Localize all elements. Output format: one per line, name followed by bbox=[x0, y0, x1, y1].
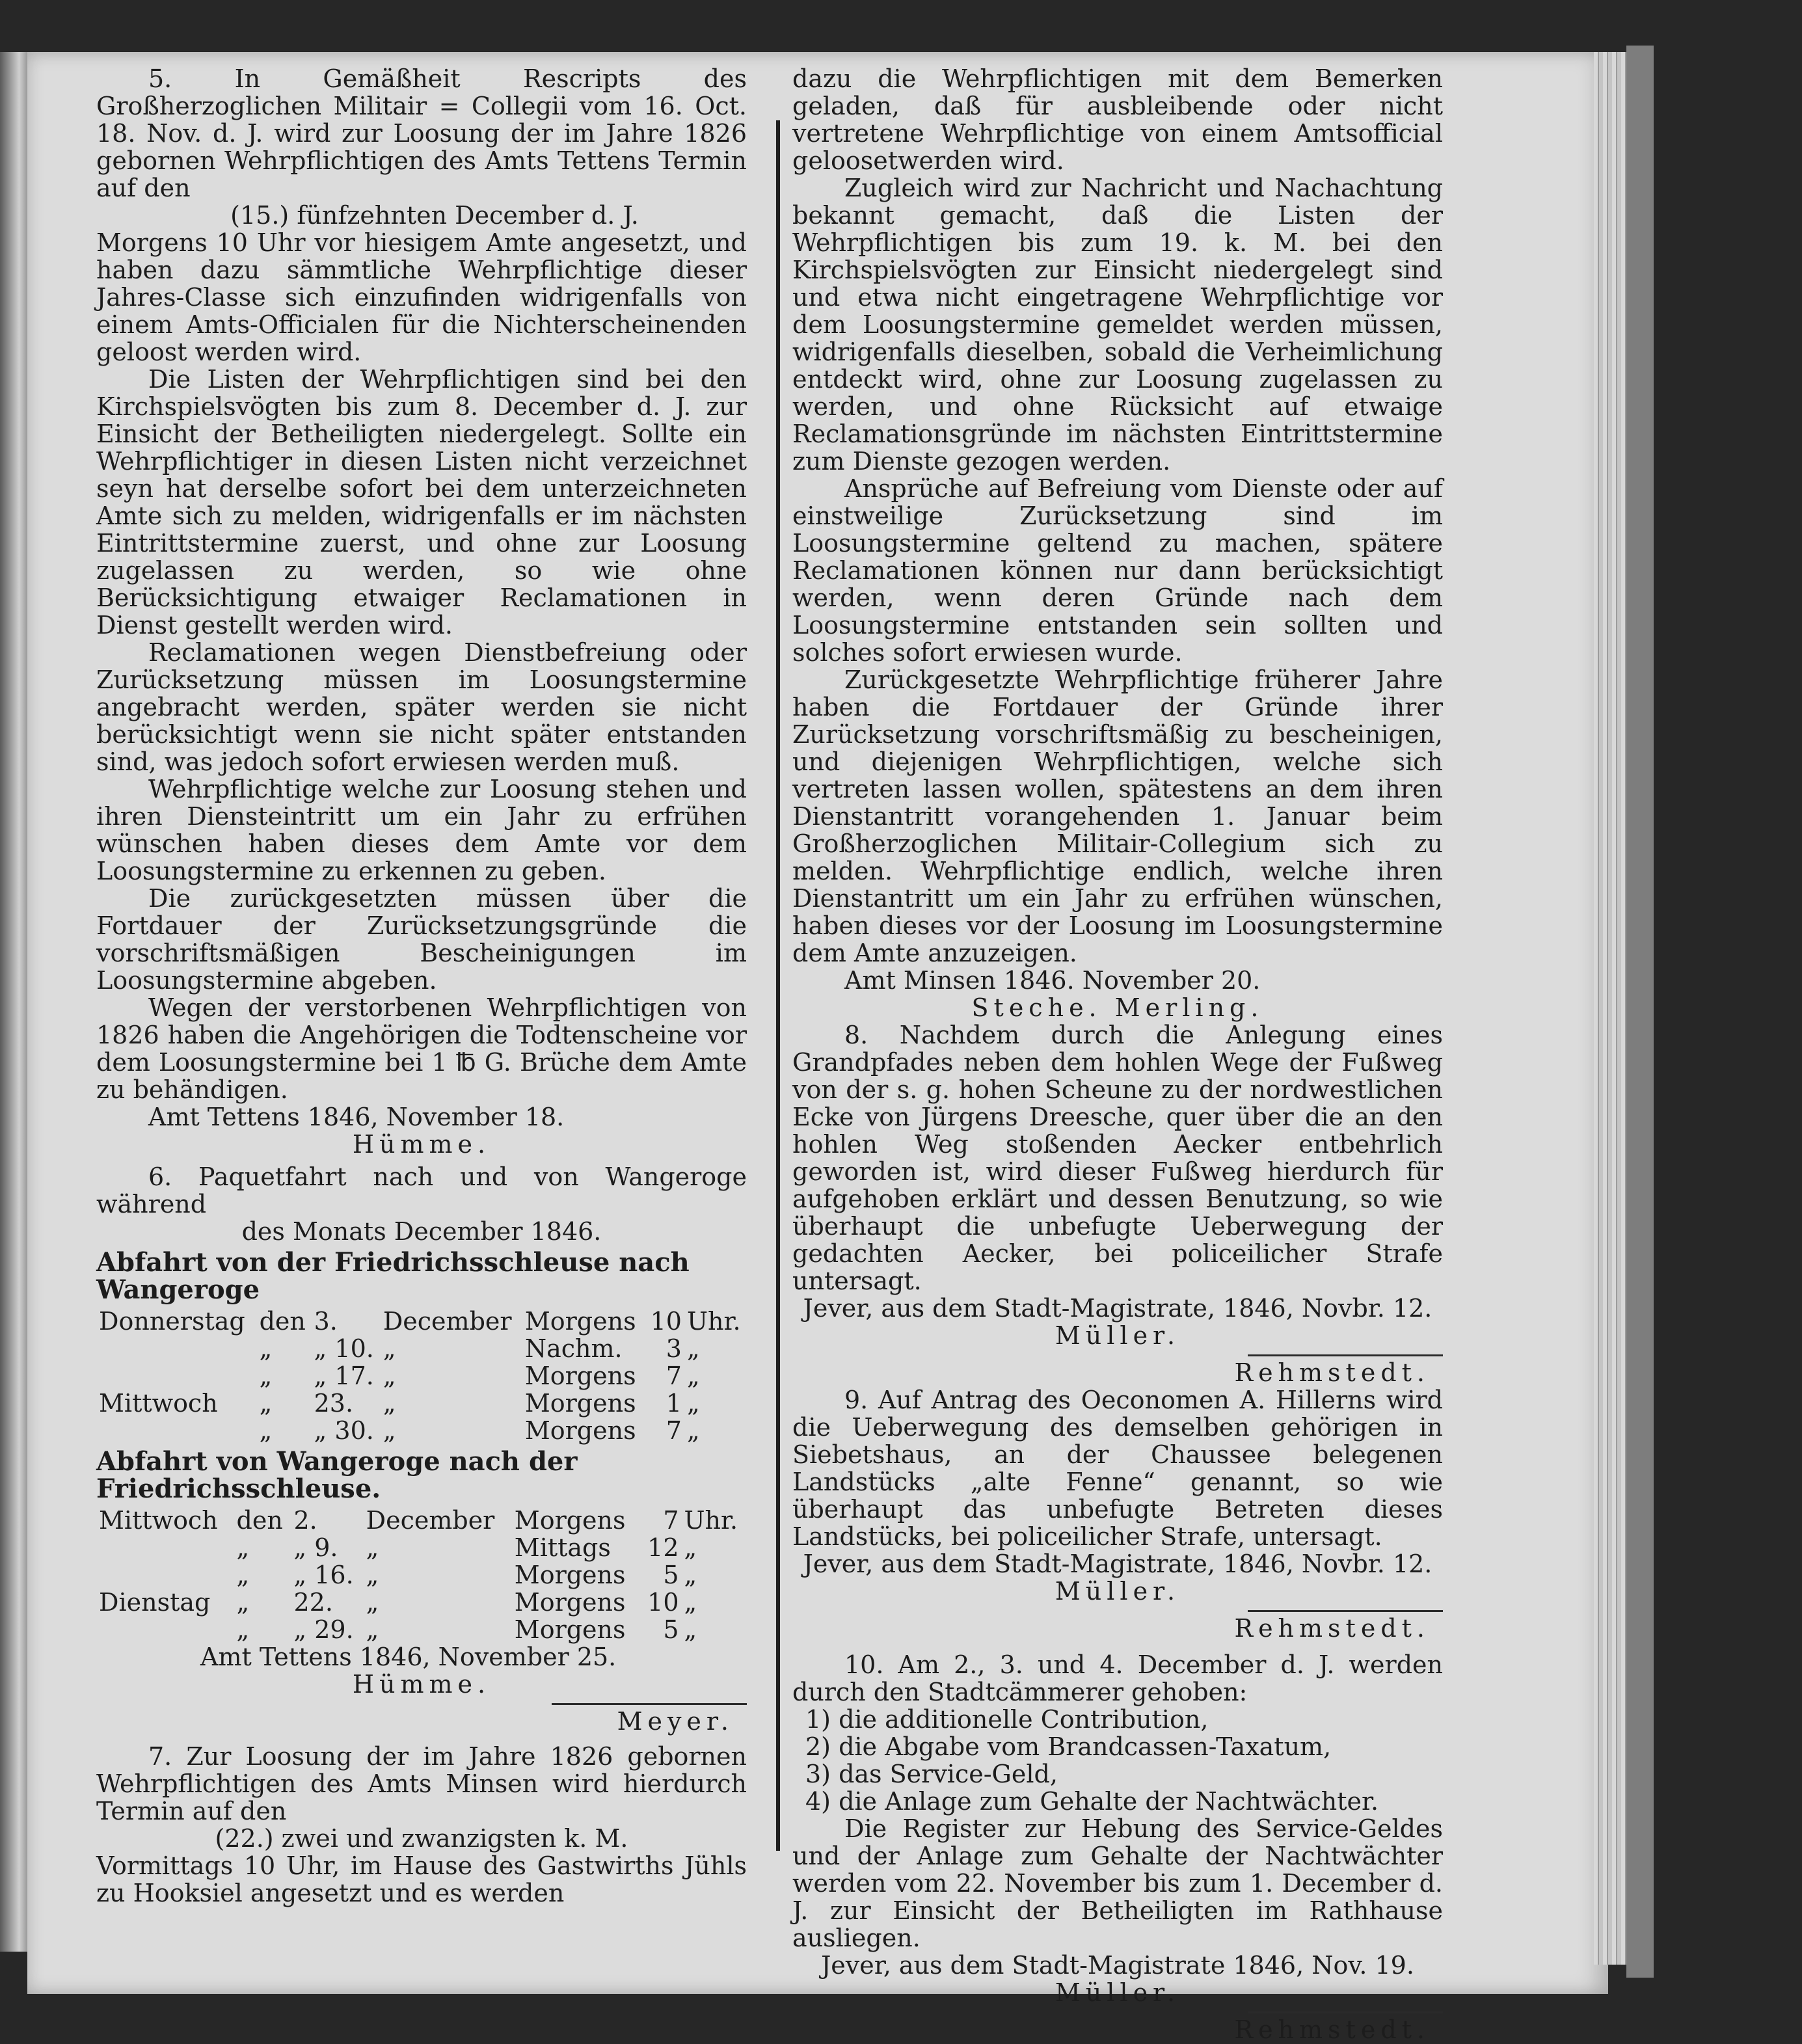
notice-8-place-date: Jever, aus dem Stadt-Magistrate, 1846, Novbr. 12. bbox=[803, 1294, 1432, 1323]
signature-rule bbox=[1248, 1354, 1443, 1356]
schedule-cell: „ bbox=[686, 1362, 700, 1390]
schedule-b-heading: Abfahrt von Wangeroge nach der Friedrichsschleuse. bbox=[96, 1446, 578, 1504]
schedule-cell: „ bbox=[366, 1615, 379, 1644]
notice-7-para: Vormittags 10 Uhr, im Hause des Gastwirths Jühls zu Hooksiel angesetzt und es werden bbox=[96, 1851, 747, 1907]
schedule-cell: 1 bbox=[666, 1389, 682, 1418]
signature-rule bbox=[552, 1703, 747, 1705]
schedule-cell: 22. bbox=[293, 1588, 333, 1617]
notice-7-intro: 7. Zur Loosung der im Jahre 1826 gebornen Wehrpflichtigen des Amts Minsen wird hierdurch Termin auf den bbox=[96, 1742, 747, 1825]
schedule-cell: „ bbox=[366, 1533, 379, 1562]
notice-7-signature: Steche. Merling. bbox=[971, 993, 1264, 1022]
notice-9-signature: Müller. bbox=[1055, 1577, 1181, 1606]
schedule-cell: „ bbox=[686, 1416, 700, 1445]
book-cover-edge bbox=[1626, 46, 1654, 1978]
schedule-cell: 3. bbox=[314, 1307, 338, 1336]
schedule-cell: Dienstag bbox=[99, 1588, 211, 1617]
schedule-row bbox=[96, 1390, 747, 1417]
schedule-cell: 7 bbox=[666, 1362, 682, 1390]
schedule-cell: 12 bbox=[647, 1533, 679, 1562]
notice-10-para: Die Register zur Hebung des Service-Geldes und der Anlage zum Gehalte der Nachtwächter werden vom 22. November bis zum 1. December d. J. zur Einsicht der Betheiligten im Rathhause ausliegen. bbox=[792, 1814, 1443, 1952]
notice-5-intro: 5. In Gemäßheit Rescripts des Großherzoglichen Militair = Collegii vom 16. Oct. 18. Nov. d. J. wird zur Loosung der im Jahre 1826 gebornen Wehrpflichtigen des Amts Tettens Termin auf den bbox=[96, 64, 747, 202]
schedule-cell bbox=[96, 1417, 257, 1444]
notice-5-para: Die Listen der Wehrpflichtigen sind bei den Kirchspielsvögten bis zum 8. December d. J. zur Einsicht der Betheiligten niedergelegt. Sollte ein Wehrpflichtiger in diesen Listen nicht verzeichnet seyn hat derselbe sofort bei dem unterzeichneten Amte sich zu melden, widrigenfalls er im nächsten Eintrittstermine zuerst, und ohne zur Loosung zugelassen zu werden, so wie ohne Berücksichtigung etwaiger Reclamationen in Dienst gestellt werden wird. bbox=[96, 365, 747, 639]
schedule-b-table bbox=[96, 1507, 747, 1643]
schedule-cell: Morgens bbox=[514, 1588, 626, 1617]
left-column bbox=[96, 65, 747, 1907]
schedule-cell: „ bbox=[383, 1389, 396, 1418]
notice-6 bbox=[96, 1163, 747, 1735]
schedule-cell: „ 17. bbox=[314, 1362, 374, 1390]
schedule-cell bbox=[96, 1616, 234, 1643]
schedule-cell bbox=[96, 1561, 234, 1589]
notice-5-para: Die zurückgesetzten müssen über die Fortdauer der Zurücksetzungsgründe die vorschriftsmäßigen Bescheinigungen im Loosungstermine abgeben. bbox=[96, 884, 747, 995]
schedule-cell: 7 bbox=[666, 1416, 682, 1445]
notice-10-intro: 10. Am 2., 3. und 4. December d. J. werden durch den Stadtcämmerer gehoben: bbox=[792, 1650, 1443, 1706]
schedule-cell bbox=[96, 1335, 257, 1362]
notice-10 bbox=[792, 1651, 1443, 2043]
notice-7-para: Ansprüche auf Befreiung vom Dienste oder auf einstweilige Zurücksetzung sind im Loosungstermine geltend zu machen, spätere Reclamationen können nur dann berücksichtigt werden, wenn deren Gründe nach dem Loosungstermine entstanden sein sollten und solches sofort erwiesen wurde. bbox=[792, 474, 1443, 667]
schedule-cell: „ bbox=[383, 1334, 396, 1363]
schedule-cell: 5 bbox=[663, 1561, 679, 1589]
schedule-cell: 10 bbox=[647, 1588, 679, 1617]
column-divider bbox=[776, 120, 780, 1851]
schedule-row bbox=[96, 1308, 747, 1335]
schedule-cell: Mittwoch bbox=[99, 1506, 218, 1535]
schedule-cell: Uhr. bbox=[684, 1506, 738, 1535]
schedule-cell: den bbox=[236, 1506, 283, 1535]
schedule-cell: Morgens bbox=[514, 1506, 626, 1535]
schedule-cell: Donnerstag bbox=[99, 1307, 245, 1336]
notice-7-para: Zurückgesetzte Wehrpflichtige früherer Jahre haben die Fortdauer der Gründe ihrer Zurücksetzung vorschriftsmäßig zu bescheinigen, und diejenigen Wehrpflichtigen, welche sich vertreten lassen wollen, spätestens an dem ihren Dienstantritt vorangehenden 1. Januar beim Großherzoglichen Militair-Collegium sich zu melden. Wehrpflichtige endlich, welche ihren Dienstantritt um ein Jahr zu erfrühen wünschen, haben dieses vor der Loosung im Loosungstermine dem Amte anzuzeigen. bbox=[792, 666, 1443, 967]
schedule-cell: Morgens bbox=[524, 1416, 636, 1445]
schedule-cell: „ bbox=[236, 1533, 250, 1562]
schedule-row bbox=[96, 1417, 747, 1444]
notice-9-signature-2: Rehmstedt. bbox=[1234, 1614, 1430, 1643]
schedule-cell: 2. bbox=[293, 1506, 317, 1535]
notice-5-para: Wehrpflichtige welche zur Loosung stehen und ihren Diensteintritt um ein Jahr zu erfrühen wünschen haben dieses dem Amte vor dem Loosungstermine zu erkennen zu geben. bbox=[96, 775, 747, 885]
notice-5-date: (15.) fünfzehnten December d. J. bbox=[230, 201, 639, 230]
notice-10-signature-2: Rehmstedt. bbox=[1234, 2015, 1430, 2044]
notice-5-signature: Hümme. bbox=[352, 1130, 491, 1159]
signature-rule bbox=[1248, 2011, 1443, 2013]
schedule-cell: „ bbox=[259, 1362, 273, 1390]
schedule-cell: „ bbox=[684, 1533, 697, 1562]
list-item: 4) die Anlage zum Gehalte der Nachtwächter. bbox=[805, 1787, 1379, 1816]
schedule-row bbox=[96, 1616, 747, 1643]
notice-7-para: Zugleich wird zur Nachricht und Nachachtung bekannt gemacht, daß die Listen der Wehrpflichtigen bis zum 19. k. M. bei den Kirchspielsvögten zur Einsicht niedergelegt sind und etwa nicht eingetragene Wehrpflichtige vor dem Loosungstermine gemeldet werden müssen, widrigenfalls dieselben, sobald die Verheimlichung entdeckt wird, ohne zur Loosung zugelassen zu werden, und ohne Rücksicht auf etwaige Reclamationsgründe im nächsten Eintrittstermine zum Dienste gezogen werden. bbox=[792, 174, 1443, 476]
schedule-cell: Morgens bbox=[514, 1615, 626, 1644]
notice-9-place-date: Jever, aus dem Stadt-Magistrate, 1846, Novbr. 12. bbox=[803, 1550, 1432, 1578]
notice-9-para: 9. Auf Antrag des Oeconomen A. Hillerns wird die Ueberwegung des demselben gehörigen in Siebetshaus, an der Chaussee belegenen Landstücks „alte Fenne“ genannt, so wie überhaupt das unbefugte Betreten dieses Landstücks, bei policeilicher Strafe, untersagt. bbox=[792, 1386, 1443, 1551]
schedule-cell: December bbox=[366, 1506, 495, 1535]
schedule-cell: „ bbox=[259, 1334, 273, 1363]
schedule-a-heading: Abfahrt von der Friedrichsschleuse nach Wangeroge bbox=[96, 1247, 690, 1305]
schedule-cell: den bbox=[259, 1307, 306, 1336]
notice-6-signature: Hümme. bbox=[352, 1670, 491, 1699]
schedule-cell: Morgens bbox=[524, 1362, 636, 1390]
schedule-cell: Mittwoch bbox=[99, 1389, 218, 1418]
schedule-row bbox=[96, 1335, 747, 1362]
schedule-cell: „ bbox=[259, 1389, 273, 1418]
schedule-cell: Morgens bbox=[514, 1561, 626, 1589]
schedule-cell: „ bbox=[383, 1362, 396, 1390]
notice-6-signature-2: Meyer. bbox=[617, 1707, 734, 1736]
schedule-cell: 3 bbox=[666, 1334, 682, 1363]
list-item: 3) das Service-Geld, bbox=[805, 1760, 1058, 1788]
schedule-cell: „ 9. bbox=[293, 1533, 338, 1562]
schedule-row bbox=[96, 1362, 747, 1390]
notice-8-signature-2: Rehmstedt. bbox=[1234, 1358, 1430, 1387]
notice-5 bbox=[96, 65, 747, 1158]
schedule-cell: „ bbox=[366, 1561, 379, 1589]
notice-6-title: 6. Paquetfahrt nach und von Wangeroge während bbox=[96, 1163, 747, 1218]
list-item: 1) die additionelle Contribution, bbox=[805, 1705, 1209, 1734]
right-column bbox=[792, 65, 1443, 2043]
schedule-cell: „ bbox=[383, 1416, 396, 1445]
schedule-cell: „ bbox=[366, 1588, 379, 1617]
notice-5-para: Morgens 10 Uhr vor hiesigem Amte angesetzt, und haben dazu sämmtliche Wehrpflichtige dieser Jahres-Classe sich einzufinden widrigenfalls von einem Amts-Officialen für die Nichterscheinenden geloost werden wird. bbox=[96, 228, 747, 366]
notice-10-signature: Müller. bbox=[1055, 1978, 1181, 2007]
notice-10-list bbox=[792, 1706, 1443, 1815]
schedule-row bbox=[96, 1534, 747, 1561]
notice-5-para: Wegen der verstorbenen Wehrpflichtigen von 1826 haben die Angehörigen die Todtenscheine vor dem Loosungstermine bei 1 ℔ G. Brüche dem Amte zu behändigen. bbox=[96, 993, 747, 1104]
notice-9 bbox=[792, 1386, 1443, 1642]
notice-7-place-date: Amt Minsen 1846. November 20. bbox=[844, 966, 1261, 995]
notice-7-para: dazu die Wehrpflichtigen mit dem Bemerken geladen, daß für ausbleibende oder nicht vertretene Wehrpflichtige von einem Amtsofficial geloosetwerden wird. bbox=[792, 64, 1443, 175]
schedule-cell: „ 10. bbox=[314, 1334, 374, 1363]
schedule-cell: „ 29. bbox=[293, 1615, 354, 1644]
notice-7 bbox=[96, 1743, 747, 1907]
notice-8-signature: Müller. bbox=[1055, 1321, 1181, 1350]
schedule-cell: „ bbox=[236, 1588, 250, 1617]
schedule-cell: „ bbox=[259, 1416, 273, 1445]
schedule-cell: 23. bbox=[314, 1389, 354, 1418]
schedule-cell: „ bbox=[236, 1561, 250, 1589]
schedule-row bbox=[96, 1507, 747, 1534]
schedule-cell: December bbox=[383, 1307, 512, 1336]
schedule-cell: „ bbox=[684, 1561, 697, 1589]
notice-5-place-date: Amt Tettens 1846, November 18. bbox=[148, 1103, 565, 1131]
schedule-cell: 5 bbox=[663, 1615, 679, 1644]
notice-8 bbox=[792, 1021, 1443, 1386]
list-item: 2) die Abgabe vom Brandcassen-Taxatum, bbox=[805, 1732, 1332, 1761]
schedule-cell: Mittags bbox=[514, 1533, 611, 1562]
notice-8-para: 8. Nachdem durch die Anlegung eines Grandpfades neben dem hohlen Wege der Fußweg von der s. g. hohen Scheune zu der nordwestlichen Ecke von Jürgens Dreesche, quer über die an den hohlen Weg stoßenden Aecker entbehrlich geworden ist, wird dieser Fußweg hierdurch für aufgehoben erklärt und dessen Benutzung, so wie überhaupt die unbefugte Ueberwegung der gedachten Aecker, bei policeilicher Strafe untersagt. bbox=[792, 1021, 1443, 1295]
schedule-cell: Morgens bbox=[524, 1307, 636, 1336]
schedule-cell: 7 bbox=[663, 1506, 679, 1535]
notice-10-place-date: Jever, aus dem Stadt-Magistrate 1846, Nov. 19. bbox=[821, 1951, 1414, 1980]
schedule-cell: „ 30. bbox=[314, 1416, 374, 1445]
schedule-row bbox=[96, 1561, 747, 1589]
previous-page-edge bbox=[0, 52, 27, 1952]
schedule-row bbox=[96, 1589, 747, 1616]
schedule-cell: Nachm. bbox=[524, 1334, 623, 1363]
notice-7-date: (22.) zwei und zwanzigsten k. M. bbox=[215, 1824, 628, 1853]
schedule-cell: „ 16. bbox=[293, 1561, 354, 1589]
schedule-cell: 10 bbox=[650, 1307, 682, 1336]
notice-5-para: Reclamationen wegen Dienstbefreiung oder Zurücksetzung müssen im Loosungstermine angebracht werden, später werden sie nicht berücksichtigt wenn sie nicht später entstanden sind, was jedoch sofort erwiesen werden muß. bbox=[96, 638, 747, 776]
schedule-cell: „ bbox=[686, 1389, 700, 1418]
schedule-cell: „ bbox=[686, 1334, 700, 1363]
notice-7-continued bbox=[792, 65, 1443, 1021]
schedule-cell: „ bbox=[236, 1615, 250, 1644]
notice-6-subtitle: des Monats December 1846. bbox=[241, 1217, 602, 1246]
schedule-cell: „ bbox=[684, 1588, 697, 1617]
schedule-cell: Morgens bbox=[524, 1389, 636, 1418]
schedule-cell: Uhr. bbox=[686, 1307, 741, 1336]
signature-rule bbox=[1248, 1610, 1443, 1612]
schedule-cell: „ bbox=[684, 1615, 697, 1644]
schedule-a-table bbox=[96, 1308, 747, 1444]
notice-6-place-date: Amt Tettens 1846, November 25. bbox=[200, 1643, 617, 1671]
schedule-cell bbox=[96, 1534, 234, 1561]
schedule-cell bbox=[96, 1362, 257, 1390]
